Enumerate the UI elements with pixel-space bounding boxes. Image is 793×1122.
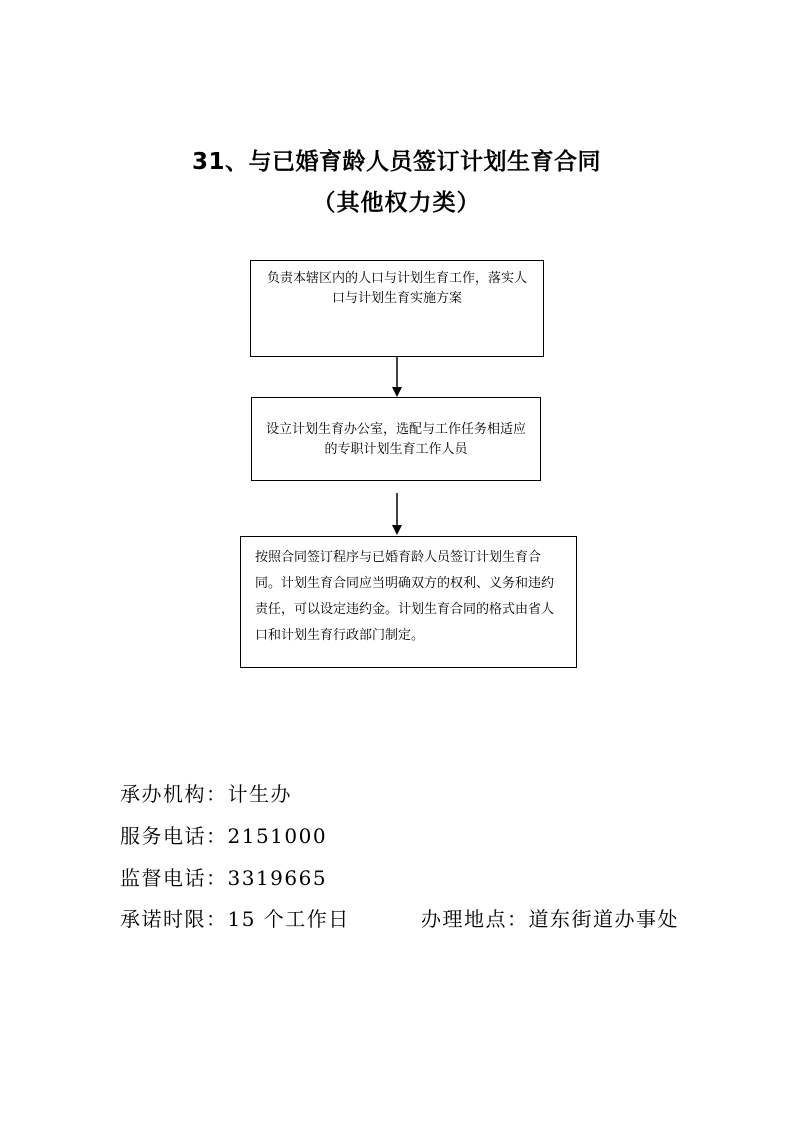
time-limit-info: 承诺时限：15 个工作日 [120,907,350,931]
agency-info: 承办机构：计生办 [120,782,292,806]
flow-arrow-2 [390,493,404,535]
location-info: 办理地点：道东街道办事处 [421,907,679,931]
flow-step-3: 按照合同签订程序与已婚育龄人员签订计划生育合同。计划生育合同应当明确双方的权利、义务和违约责任，可以设定违约金。计划生育合同的格式由省人口和计划生育行政部门制定。 [240,536,577,668]
service-phone-info: 服务电话：2151000 [120,824,328,848]
flow-arrow-1 [390,357,404,397]
page-title: 31、与已婚育龄人员签订计划生育合同 [191,149,601,175]
page-subtitle: （其他权力类） [312,190,481,216]
flow-step-1: 负责本辖区内的人口与计划生育工作，落实人口与计划生育实施方案 [250,260,544,357]
supervise-phone-info: 监督电话：3319665 [120,866,328,890]
flow-step-2: 设立计划生育办公室，选配与工作任务相适应的专职计划生育工作人员 [251,397,541,481]
